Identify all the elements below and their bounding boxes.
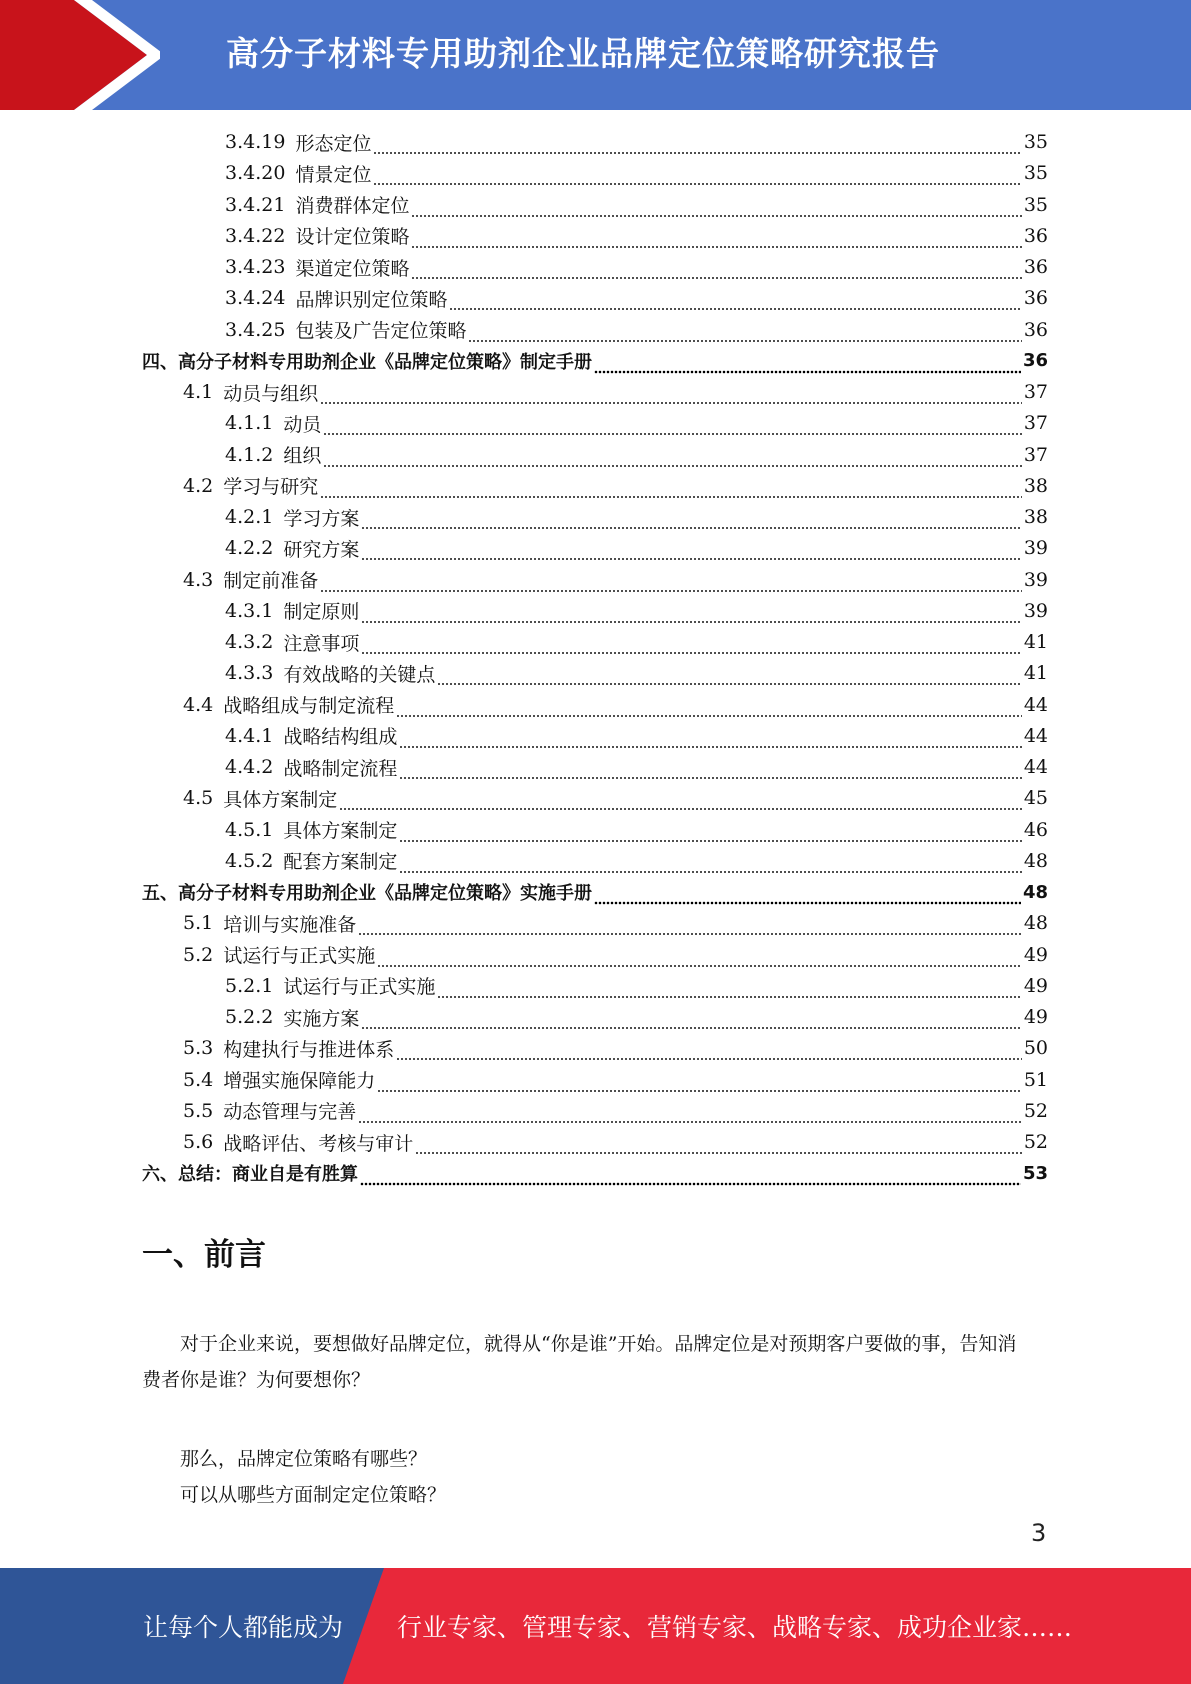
toc-entry-page: 35: [1023, 131, 1048, 153]
toc-entry-title: 消费群体定位: [295, 195, 410, 217]
report-title: 高分子材料专用助剂企业品牌定位策略研究报告: [226, 34, 940, 73]
toc-entry-title: 战略制定流程: [283, 757, 398, 780]
toc-entry-title: 动员与组织: [223, 382, 319, 405]
toc-dot-leader: [399, 866, 1021, 876]
toc-dot-leader: [361, 616, 1021, 626]
toc-entry[interactable]: [225, 283, 1048, 313]
toc-entry-page: 49: [1023, 1006, 1048, 1028]
toc-entry-number: 5.5: [183, 1099, 214, 1122]
toc-dot-leader: [411, 272, 1021, 282]
toc-entry-title: 试运行与正式实施: [283, 976, 436, 999]
toc-dot-leader: [323, 460, 1021, 470]
toc-entry-number: 3.4.22: [225, 224, 286, 247]
toc-entry-page: 50: [1023, 1037, 1048, 1060]
toc-entry[interactable]: [225, 533, 1048, 563]
toc-entry[interactable]: [225, 408, 1048, 438]
toc-entry-title: 实施方案: [283, 1007, 360, 1030]
toc-entry-number: 3.4.20: [225, 162, 286, 185]
paragraph: 那么，品牌定位策略有哪些？: [180, 1448, 428, 1470]
toc-entry-number: 3.4.21: [225, 193, 286, 216]
toc-entry[interactable]: [225, 815, 1048, 845]
toc-entry-page: 48: [1022, 881, 1048, 903]
toc-dot-leader: [396, 710, 1022, 720]
toc-entry-title: 六、总结：商业自是有胜算: [142, 1164, 358, 1186]
toc-dot-leader: [377, 1085, 1022, 1095]
toc-entry-number: 4.2.1: [225, 506, 274, 528]
toc-entry[interactable]: [183, 1065, 1048, 1095]
toc-entry-number: 4.5.2: [225, 849, 274, 872]
toc-entry-page: 52: [1023, 1131, 1048, 1153]
toc-entry[interactable]: [225, 752, 1048, 782]
toc-dot-leader: [360, 1178, 1021, 1188]
footer-band: [0, 1568, 1191, 1684]
toc-dot-leader: [358, 928, 1022, 938]
toc-entry-title: 培训与实施准备: [223, 913, 357, 936]
toc-entry[interactable]: [183, 565, 1048, 595]
toc-entry[interactable]: [142, 877, 1048, 907]
toc-dot-leader: [361, 1022, 1021, 1032]
toc-entry-number: 3.4.23: [225, 256, 286, 278]
toc-entry-page: 53: [1022, 1162, 1048, 1184]
toc-entry-title: 具体方案制定: [283, 820, 398, 842]
toc-entry[interactable]: [225, 315, 1048, 345]
paragraph: 对于企业来说，要想做好品牌定位，就得从“你是谁”开始。品牌定位是对预期客户要做的事，告知消费者你是谁？为何要想你？: [142, 1333, 1017, 1391]
toc-entry[interactable]: [225, 596, 1048, 626]
toc-entry-title: 战略结构组成: [283, 726, 398, 749]
toc-entry-page: 44: [1023, 724, 1048, 747]
toc-dot-leader: [339, 803, 1022, 813]
toc-entry-number: 5.6: [183, 1131, 214, 1153]
toc-entry-number: 4.3.1: [225, 599, 274, 622]
toc-entry-page: 44: [1023, 693, 1048, 716]
footer-slogan-right: 行业专家、管理专家、营销专家、战略专家、成功企业家……: [397, 1613, 1073, 1642]
toc-entry-number: 4.1.2: [225, 443, 274, 466]
toc-entry-title: 形态定位: [295, 132, 372, 155]
toc-entry[interactable]: [183, 1096, 1048, 1126]
toc-entry[interactable]: [225, 627, 1048, 657]
toc-entry-title: 具体方案制定: [223, 788, 338, 811]
toc-entry-title: 制定原则: [283, 601, 360, 624]
toc-dot-leader: [437, 991, 1021, 1001]
toc-entry-page: 48: [1023, 849, 1048, 872]
toc-entry[interactable]: [225, 721, 1048, 751]
toc-entry-number: 4.1: [183, 381, 214, 403]
toc-entry-page: 38: [1023, 506, 1048, 528]
toc-dot-leader: [320, 491, 1022, 501]
toc-dot-leader: [358, 1116, 1022, 1126]
toc-dot-leader: [411, 241, 1021, 251]
toc-entry[interactable]: [142, 346, 1048, 376]
toc-dot-leader: [468, 335, 1021, 345]
toc-dot-leader: [361, 522, 1021, 532]
toc-entry[interactable]: [225, 658, 1048, 688]
toc-entry[interactable]: [183, 1033, 1048, 1063]
toc-dot-leader: [373, 147, 1021, 157]
toc-entry-page: 52: [1023, 1099, 1048, 1122]
toc-dot-leader: [361, 553, 1021, 563]
toc-entry-title: 制定前准备: [223, 570, 319, 592]
toc-dot-leader: [411, 210, 1021, 220]
toc-entry-title: 五、高分子材料专用助剂企业《品牌定位策略》实施手册: [142, 883, 592, 904]
toc-entry-number: 5.2.2: [225, 1006, 274, 1028]
toc-entry[interactable]: [225, 971, 1048, 1001]
toc-entry[interactable]: [183, 1127, 1048, 1157]
toc-entry-number: 4.5.1: [225, 818, 274, 841]
toc-entry-title: 组织: [283, 445, 322, 467]
toc-dot-leader: [415, 1147, 1022, 1157]
toc-entry[interactable]: [183, 783, 1048, 813]
toc-entry-number: 4.3.3: [225, 662, 274, 685]
toc-entry-number: 4.5: [183, 787, 214, 810]
toc-entry-title: 战略评估、考核与审计: [223, 1132, 414, 1155]
toc-entry[interactable]: [142, 1158, 1048, 1188]
toc-dot-leader: [320, 397, 1022, 407]
header-arrow-icon: [0, 0, 160, 110]
toc-entry-number: 4.2: [183, 474, 214, 497]
toc-entry-page: 36: [1023, 256, 1048, 278]
toc-entry[interactable]: [225, 440, 1048, 470]
toc-dot-leader: [399, 741, 1021, 751]
toc-entry-number: 3.4.25: [225, 318, 286, 341]
toc-entry-number: 5.2: [183, 943, 214, 966]
toc-entry-page: 36: [1023, 318, 1048, 341]
toc-entry[interactable]: [225, 252, 1048, 282]
toc-entry-page: 37: [1023, 381, 1048, 403]
header-band: [0, 0, 1191, 110]
toc-entry[interactable]: [225, 127, 1048, 157]
section-heading: 一、前言: [142, 1237, 266, 1273]
toc-entry-page: 51: [1023, 1068, 1048, 1091]
toc-dot-leader: [361, 647, 1021, 657]
toc-entry-page: 39: [1023, 537, 1048, 560]
toc-entry-title: 动员: [283, 413, 322, 436]
toc-entry-page: 38: [1023, 474, 1048, 497]
toc-entry-page: 48: [1023, 912, 1048, 935]
toc-entry-title: 试运行与正式实施: [223, 945, 376, 967]
toc-entry-title: 构建执行与推进体系: [223, 1038, 395, 1061]
toc-entry-page: 41: [1023, 662, 1048, 685]
toc-entry-title: 战略组成与制定流程: [223, 695, 395, 717]
toc-entry[interactable]: [183, 908, 1048, 938]
page-number: 3: [1031, 1519, 1047, 1547]
toc-dot-leader: [594, 366, 1021, 376]
toc-entry-number: 4.3: [183, 568, 214, 591]
toc-entry-page: 49: [1023, 974, 1048, 997]
toc-entry-title: 研究方案: [283, 538, 360, 561]
toc-entry-title: 配套方案制定: [283, 851, 398, 874]
toc-entry[interactable]: [225, 190, 1048, 220]
toc-entry-number: 5.2.1: [225, 974, 274, 997]
toc-entry-number: 5.1: [183, 912, 214, 935]
toc-dot-leader: [396, 1053, 1022, 1063]
toc-entry-page: 41: [1023, 631, 1048, 653]
toc-dot-leader: [449, 303, 1021, 313]
toc-entry-page: 39: [1023, 599, 1048, 622]
toc-entry[interactable]: [225, 846, 1048, 876]
toc-entry-title: 包装及广告定位策略: [295, 320, 467, 342]
toc-entry-page: 37: [1023, 443, 1048, 466]
toc-entry[interactable]: [183, 690, 1048, 720]
toc-entry-page: 36: [1022, 350, 1048, 372]
toc-entry-number: 4.2.2: [225, 537, 274, 560]
toc-entry-number: 4.4.2: [225, 756, 274, 778]
toc-entry-title: 品牌识别定位策略: [295, 288, 448, 311]
toc-dot-leader: [399, 772, 1021, 782]
toc-entry-title: 动态管理与完善: [223, 1101, 357, 1124]
toc-entry-number: 5.3: [183, 1037, 214, 1060]
paragraph: 可以从哪些方面制定定位策略？: [180, 1484, 447, 1506]
toc-dot-leader: [323, 428, 1021, 438]
toc-entry-page: 37: [1023, 412, 1048, 435]
toc-entry-title: 注意事项: [283, 632, 360, 655]
toc-entry[interactable]: [225, 158, 1048, 188]
toc-entry-number: 4.4: [183, 693, 214, 716]
toc-entry-number: 3.4.24: [225, 287, 286, 310]
toc-dot-leader: [594, 897, 1021, 907]
toc-entry-title: 学习方案: [283, 507, 360, 530]
toc-entry[interactable]: [225, 1002, 1048, 1032]
toc-entry-number: 4.4.1: [225, 724, 274, 747]
toc-dot-leader: [399, 835, 1021, 845]
toc-entry-page: 39: [1023, 568, 1048, 591]
toc-entry-title: 学习与研究: [223, 476, 319, 499]
toc-entry-page: 35: [1023, 162, 1048, 185]
toc-entry-number: 5.4: [183, 1068, 214, 1091]
toc-entry-title: 情景定位: [295, 163, 372, 186]
toc-entry[interactable]: [225, 221, 1048, 251]
toc-entry[interactable]: [183, 471, 1048, 501]
toc-entry[interactable]: [183, 377, 1048, 407]
toc-entry-page: 44: [1023, 756, 1048, 778]
toc-dot-leader: [320, 585, 1022, 595]
toc-entry-page: 35: [1023, 193, 1048, 216]
toc-entry-page: 36: [1023, 287, 1048, 310]
toc-entry-page: 45: [1023, 787, 1048, 810]
toc-dot-leader: [377, 960, 1022, 970]
toc-entry-number: 3.4.19: [225, 131, 286, 153]
toc-entry-title: 有效战略的关键点: [283, 663, 436, 686]
toc-entry-title: 四、高分子材料专用助剂企业《品牌定位策略》制定手册: [142, 351, 592, 373]
toc-entry-page: 49: [1023, 943, 1048, 966]
toc-entry[interactable]: [225, 502, 1048, 532]
toc-entry-page: 36: [1023, 224, 1048, 247]
toc-entry-title: 渠道定位策略: [295, 257, 410, 280]
footer-slogan-left: 让每个人都能成为: [143, 1613, 344, 1642]
toc-entry-number: 4.1.1: [225, 412, 274, 435]
toc-entry-title: 增强实施保障能力: [223, 1070, 376, 1092]
toc-dot-leader: [373, 178, 1021, 188]
toc-entry-number: 4.3.2: [225, 631, 274, 653]
toc-entry[interactable]: [183, 940, 1048, 970]
toc-entry-page: 46: [1023, 818, 1048, 841]
toc-entry-title: 设计定位策略: [295, 226, 410, 249]
toc-dot-leader: [437, 678, 1021, 688]
